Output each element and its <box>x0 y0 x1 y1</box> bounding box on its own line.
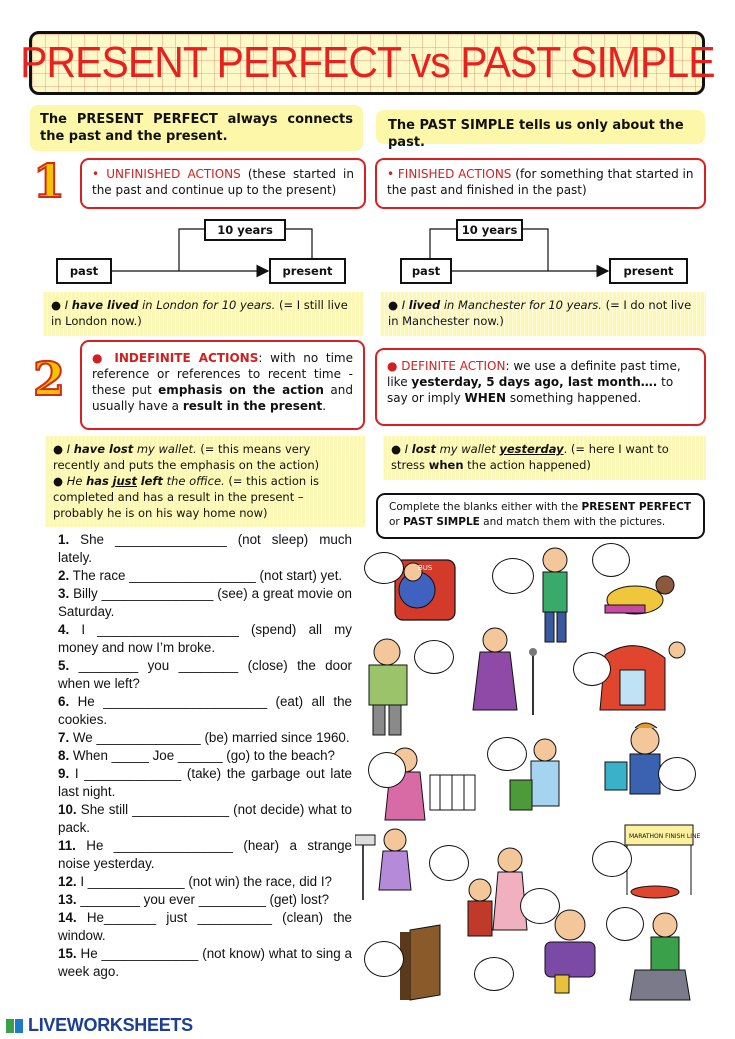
exercise-item[interactable] <box>58 585 352 621</box>
answer-circle[interactable] <box>520 888 560 924</box>
exercise-text: She still _____________ (not decide) what to pack. <box>58 802 352 835</box>
emphasis-text: emphasis on the action <box>158 383 324 397</box>
definite-examples: yesterday, 5 days ago, last month…. <box>411 375 658 389</box>
exercise-text: I ___________________ (spend) all my money and now I’m broke. <box>58 622 352 655</box>
exercise-text: She _______________ (not sleep) much lately. <box>58 532 352 565</box>
timeline-start-label: past <box>400 258 452 284</box>
exercise-item[interactable] <box>58 837 352 873</box>
definite-text: : we use a definite past time, like <box>387 359 681 389</box>
definite-action-box: ● DEFINITE ACTION: we use a definite past time, like yesterday, 5 days ago, last month…. to say or imply WHEN something happened. <box>375 348 706 426</box>
definite-example: ● I lost my wallet yesterday. (= here I want to stress when the action happened) <box>383 436 706 480</box>
exercise-item[interactable] <box>58 621 352 657</box>
number-two-badge: 2 <box>33 352 66 406</box>
answer-circle[interactable] <box>429 845 469 881</box>
cookies-picture <box>605 723 660 794</box>
example-note: (= I still live in London now.) <box>51 298 348 328</box>
exercise-text: We ______________ (be) married since 1960. <box>72 730 350 745</box>
example-note: (= I do not live in Manchester now.) <box>388 298 692 328</box>
door-picture <box>400 925 440 1000</box>
exercise-item[interactable] <box>58 801 352 837</box>
when-text: WHEN <box>464 391 507 405</box>
answer-circle[interactable] <box>414 640 454 674</box>
timeline-span-label: 10 years <box>456 219 523 241</box>
bus-sign: BUS <box>418 564 433 572</box>
indefinite-actions-heading: INDEFINITE ACTIONS <box>114 351 259 365</box>
timeline-span-label: 10 years <box>204 219 286 241</box>
answer-circle[interactable] <box>658 757 696 791</box>
singer-picture <box>473 628 537 715</box>
marathon-sign: MARATHON FINISH LINE <box>629 833 701 840</box>
brand-name: LIVEWORKSHEETS <box>28 1015 193 1035</box>
finished-example: ● I lived in Manchester for 10 years. (= I do not live in Manchester now.) <box>380 292 706 336</box>
indefinite-text-2: and usually have a <box>92 383 353 413</box>
exercise-item[interactable] <box>58 909 352 945</box>
exercise-number: 2. <box>58 568 70 583</box>
marathon-picture <box>625 825 700 898</box>
answer-circle[interactable] <box>492 558 534 594</box>
exercise-number: 4. <box>58 622 70 637</box>
timeline-start-label: past <box>56 258 112 284</box>
exercise-list <box>58 531 352 981</box>
liveworksheets-logo[interactable] <box>5 1015 193 1036</box>
present-perfect-intro: The PRESENT PERFECT always connects the past and the present. <box>30 105 363 151</box>
exercise-number: 10. <box>58 802 77 817</box>
exercise-item[interactable] <box>58 729 352 747</box>
bullet: • <box>92 167 100 181</box>
broke-man-picture <box>369 639 407 735</box>
exercise-item[interactable] <box>58 891 352 909</box>
timeline-diagrams <box>0 0 735 300</box>
subject: I <box>401 298 406 312</box>
exercise-number: 14. <box>58 910 77 925</box>
example-line: ● I have lost my wallet. (= this means very recently and puts the emphasis on the action) <box>53 442 320 472</box>
exercise-number: 12. <box>58 874 77 889</box>
exercise-text: I _____________ (not win) the race, did I? <box>80 874 332 889</box>
timeline-end-label: present <box>269 258 346 284</box>
result-text: result in the present <box>182 399 323 413</box>
instructions-box: Complete the blanks either with the PRESENT PERFECT or PAST SIMPLE and match them with the pictures. <box>376 493 705 539</box>
exercise-text: When _____ Joe ______ (go) to the beach? <box>72 748 335 763</box>
exercise-item[interactable] <box>58 531 352 567</box>
exercise-text: He _____________ (not know) what to sing a week ago. <box>58 946 352 979</box>
past-simple-intro: The PAST SIMPLE tells us only about the past. <box>376 110 705 144</box>
timeline-end-label: present <box>609 258 688 284</box>
exercise-item[interactable] <box>58 567 352 585</box>
exercise-number: 3. <box>58 586 70 601</box>
exercise-item[interactable] <box>58 747 352 765</box>
exercise-number: 9. <box>58 766 70 781</box>
liveworksheets-icon <box>5 1016 25 1036</box>
tent-picture <box>600 642 685 710</box>
bullet: • <box>387 167 395 181</box>
exercise-item[interactable] <box>58 945 352 981</box>
exercise-item[interactable] <box>58 765 352 801</box>
indefinite-examples <box>45 436 365 527</box>
exercise-number: 1. <box>58 532 70 547</box>
packing-picture <box>355 829 411 900</box>
number-one-badge: 1 <box>33 154 66 208</box>
cartoon-pictures <box>355 540 705 1010</box>
exercise-text: ________ you ever _________ (get) lost? <box>80 892 330 907</box>
answer-circle[interactable] <box>368 752 406 788</box>
exercise-text: He ______________________ (eat) all the cookies. <box>58 694 352 727</box>
answer-circle[interactable] <box>592 543 630 577</box>
exercise-number: 8. <box>58 748 70 763</box>
exercise-text: Billy _______________ (see) a great movie on Saturday. <box>58 586 352 619</box>
answer-circle[interactable] <box>474 957 514 991</box>
answer-circle[interactable] <box>573 652 611 686</box>
exercise-number: 15. <box>58 946 77 961</box>
exercise-item[interactable] <box>58 657 352 693</box>
exercise-text: He_______ just __________ (clean) the window. <box>58 910 352 943</box>
unfinished-actions-heading: UNFINISHED ACTIONS <box>106 167 241 181</box>
unfinished-actions-text: (these started in the past and continue up to the present) <box>92 167 354 197</box>
exercise-item[interactable] <box>58 693 352 729</box>
exercise-text: I _____________ (take) the garbage out late last night. <box>58 766 352 799</box>
exercise-text: ________ you ________ (close) the door when we left? <box>58 658 352 691</box>
answer-circle[interactable] <box>364 941 404 977</box>
waiting-man-picture <box>543 548 567 642</box>
finished-actions-text: (for something that started in the past and finished in the past) <box>387 167 694 197</box>
example-rest: in Manchester for 10 years. <box>443 298 602 312</box>
couple-picture <box>468 848 527 936</box>
bus-picture <box>395 560 455 620</box>
answer-circle[interactable] <box>364 552 404 584</box>
example-rest: in London for 10 years. <box>142 298 276 312</box>
runners-picture <box>605 576 674 614</box>
definite-action-heading: DEFINITE ACTION <box>401 359 506 373</box>
exercise-text: He ________________ (hear) a strange noise yesterday. <box>58 838 352 871</box>
answer-circle[interactable] <box>487 737 527 771</box>
page-title: PRESENT PERFECT vs PAST SIMPLE <box>19 38 715 87</box>
exercise-number: 6. <box>58 694 70 709</box>
exercise-number: 5. <box>58 658 70 673</box>
verb: lived <box>408 298 441 312</box>
exercise-number: 13. <box>58 892 77 907</box>
finished-actions-heading: FINISHED ACTIONS <box>397 167 512 181</box>
indefinite-text: : with no time reference or references to recent time - these put <box>92 351 353 397</box>
answer-circle[interactable] <box>592 841 632 877</box>
indefinite-actions-box: ● INDEFINITE ACTIONS: with no time reference or references to recent time - these put emphasis on the action and usually have a result in the present. <box>80 340 365 430</box>
exercise-number: 11. <box>58 838 76 853</box>
answer-circle[interactable] <box>606 907 644 941</box>
exercise-number: 7. <box>58 730 70 745</box>
exercise-item[interactable] <box>58 873 352 891</box>
unfinished-example: ● I have lived in London for 10 years. (= I still live in London now.) <box>43 292 364 336</box>
example-line: ● He has just left the office. (= this action is completed and has a result in the present – probably he is on his way home now) <box>53 474 320 520</box>
verb: have lived <box>71 298 139 312</box>
subject: I <box>64 298 69 312</box>
exercise-text: The race _________________ (not start) yet. <box>72 568 343 583</box>
movie-picture <box>545 910 595 993</box>
